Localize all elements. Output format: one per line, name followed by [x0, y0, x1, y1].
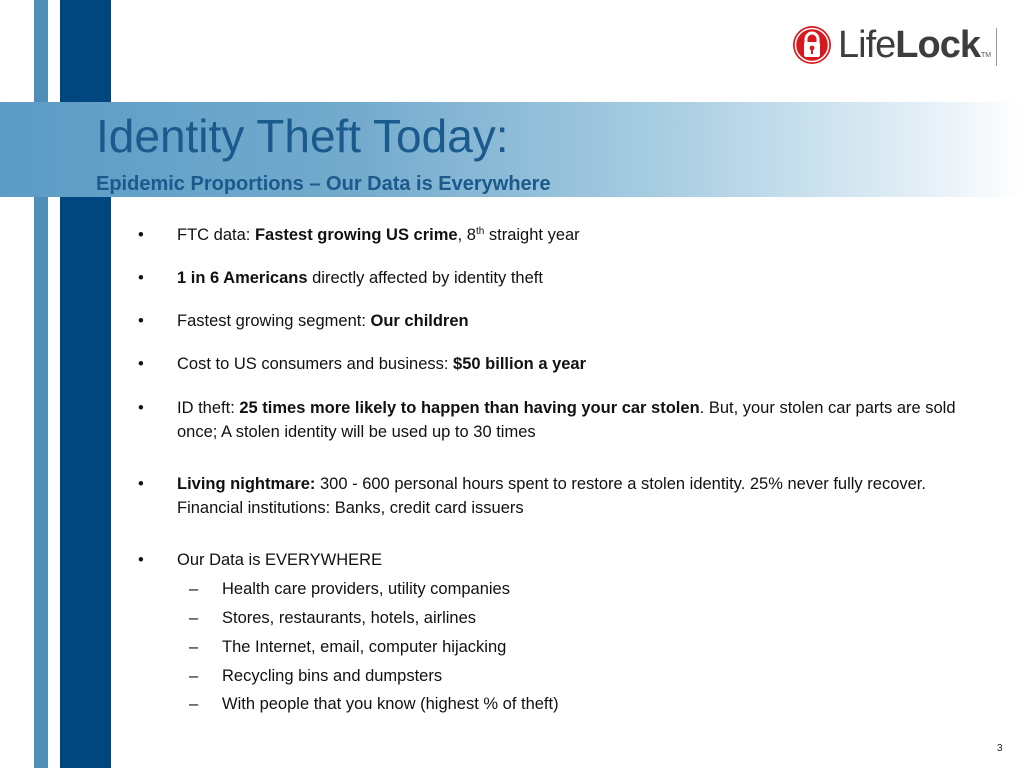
bullet-text: Fastest growing segment: Our children	[177, 312, 469, 330]
lifelock-logo	[792, 22, 991, 68]
slide-title: Identity Theft Today:	[96, 110, 509, 162]
logo-wordmark	[838, 26, 991, 64]
sub-item-text: The Internet, email, computer hijacking	[222, 638, 507, 656]
bullet-marker: •	[138, 355, 144, 373]
bullet-text: FTC data: Fastest growing US crime, 8th straight year	[177, 226, 580, 244]
logo-text-light: Life	[838, 24, 896, 66]
bullet-marker: •	[138, 312, 144, 330]
bullet-text: 1 in 6 Americans directly affected by identity theft	[177, 269, 543, 287]
bullet-marker: •	[138, 475, 144, 493]
slide-subtitle: Epidemic Proportions – Our Data is Everywhere	[96, 173, 551, 195]
bullet-text: ID theft: 25 times more likely to happen than having your car stolen. But, your stolen car parts are sold once; A stolen identity will be used up to 30 times	[177, 399, 956, 441]
bullet-marker: •	[138, 551, 144, 569]
sub-item-text: Recycling bins and dumpsters	[222, 667, 443, 685]
bullet-marker: •	[138, 399, 144, 417]
logo-trademark: TM	[980, 52, 992, 59]
dash-marker: –	[189, 638, 199, 656]
bullet-marker: •	[138, 269, 144, 287]
dash-marker: –	[189, 580, 199, 598]
bullet-text: Our Data is EVERYWHERE	[177, 551, 383, 569]
bullet-text: Living nightmare: 300 - 600 personal hours spent to restore a stolen identity. 25% never fully recover. Financial institutions: Banks, credit card issuers	[177, 475, 926, 517]
sub-item-text: Health care providers, utility companies	[222, 580, 510, 598]
dash-marker: –	[189, 609, 199, 627]
sub-item-text: Stores, restaurants, hotels, airlines	[222, 609, 477, 627]
logo-text-bold: Lock	[895, 24, 980, 66]
logo-divider	[996, 28, 997, 66]
sub-item-text: With people that you know (highest % of theft)	[222, 695, 559, 713]
dash-marker: –	[189, 667, 199, 685]
bullet-text: Cost to US consumers and business: $50 billion a year	[177, 355, 587, 373]
bullet-marker: •	[138, 226, 144, 244]
page-number: 3	[997, 743, 1003, 754]
padlock-icon	[792, 25, 832, 65]
dash-marker: –	[189, 695, 199, 713]
